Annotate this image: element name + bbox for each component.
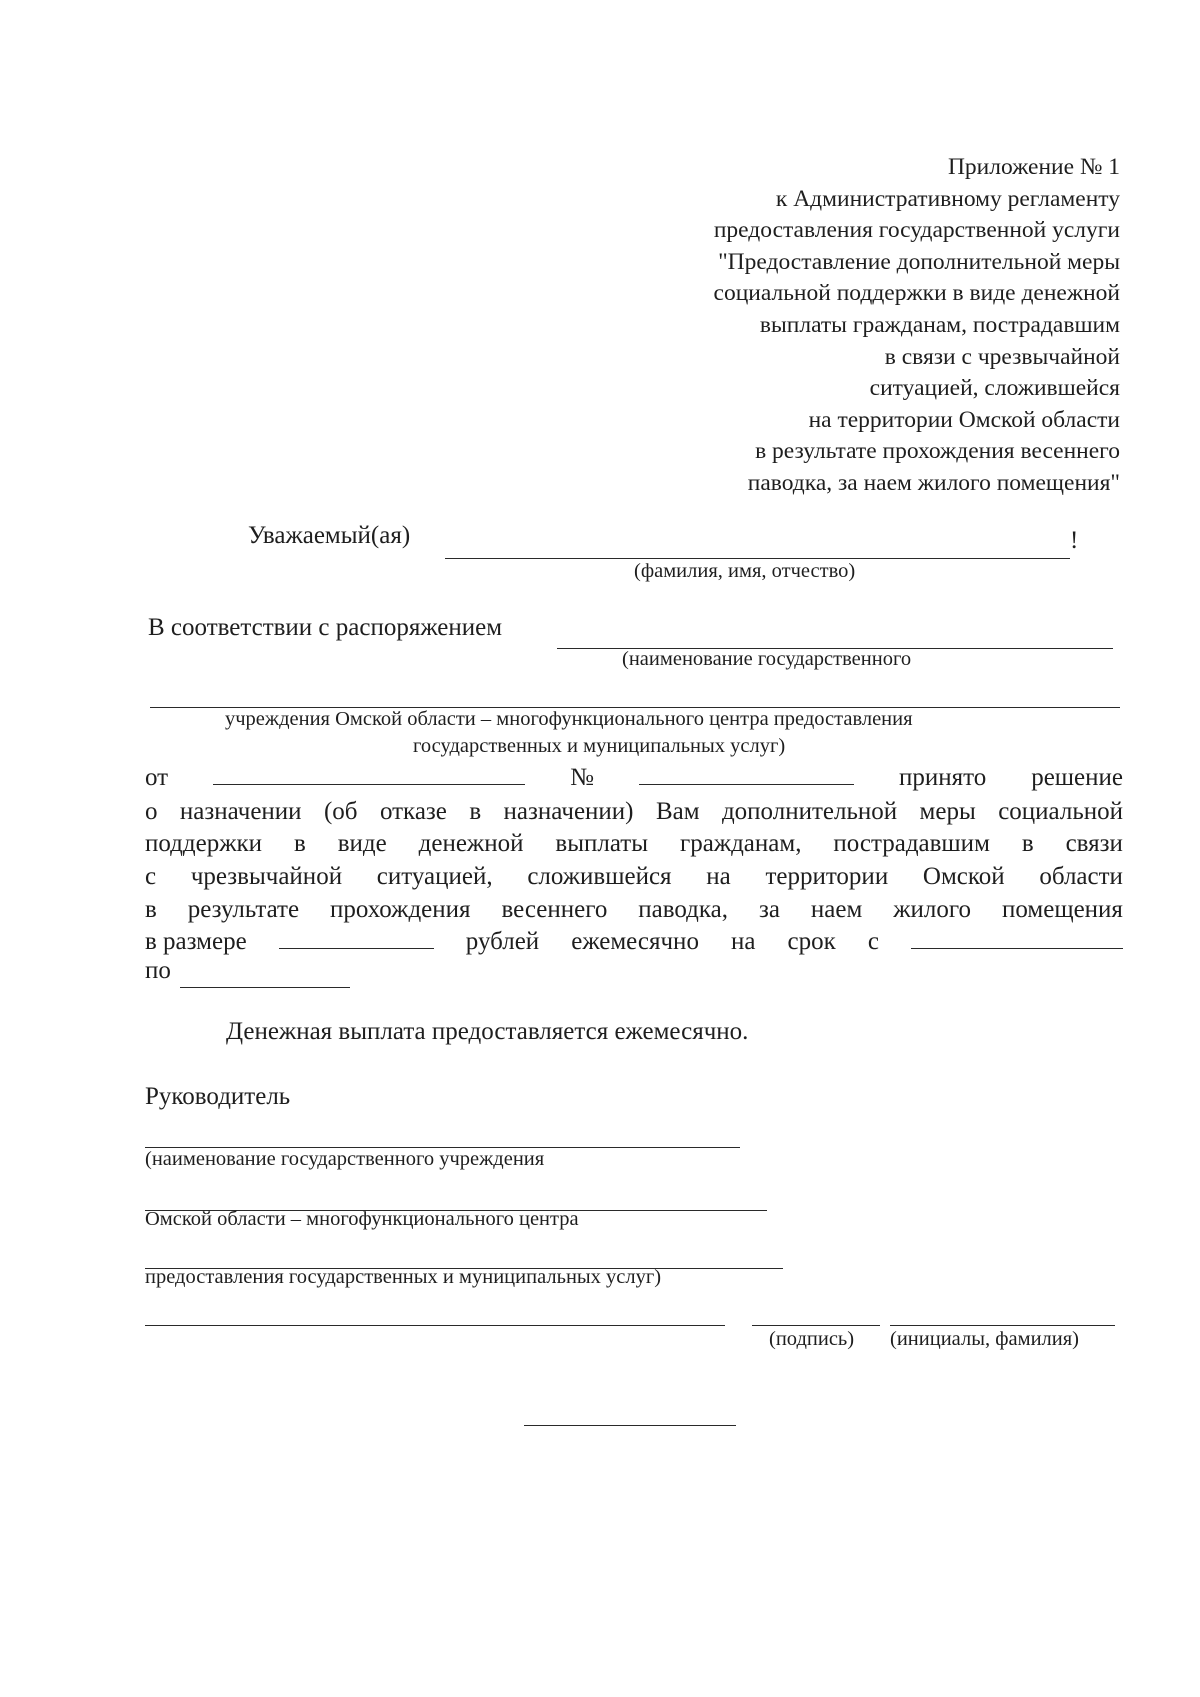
word: сложившейся xyxy=(527,863,672,890)
appendix-line: на территории Омской области xyxy=(808,406,1120,433)
signature-caption-2: Омской области – многофункционального центра xyxy=(145,1208,579,1230)
word: помещения xyxy=(1002,896,1123,923)
recipient-name-blank[interactable] xyxy=(445,558,1070,559)
word: в xyxy=(1021,830,1034,857)
signature-caption: (подпись) xyxy=(769,1328,855,1350)
appendix-line: к Административному регламенту xyxy=(775,185,1120,212)
word: чрезвычайной xyxy=(190,863,343,890)
word: за xyxy=(758,896,780,923)
word: с xyxy=(867,928,879,955)
institution-caption-1: (наименование государственного xyxy=(622,648,912,670)
word: назначении) xyxy=(503,798,634,825)
appendix-line: выплаты гражданам, пострадавшим xyxy=(759,311,1120,338)
word: дополнительной xyxy=(721,798,898,825)
word: гражданам, xyxy=(679,830,802,857)
number-sign: № xyxy=(570,764,594,791)
amount-blank[interactable] xyxy=(279,948,434,949)
decision-line-3 xyxy=(145,830,1123,861)
word: в xyxy=(469,798,482,825)
signature-head: Руководитель xyxy=(145,1083,291,1110)
greeting-label: Уважаемый(ая) xyxy=(248,522,411,549)
decision-word: решение xyxy=(1031,764,1123,791)
word: поддержки xyxy=(145,830,262,857)
word: связи xyxy=(1065,830,1123,857)
end-date-blank[interactable] xyxy=(180,987,350,988)
word: срок xyxy=(787,928,836,955)
word: результате xyxy=(187,896,300,923)
appendix-line: предоставления государственной услуги xyxy=(713,217,1120,244)
appendix-line: Приложение № 1 xyxy=(947,154,1120,180)
word: социальной xyxy=(998,798,1123,825)
word: рублей xyxy=(465,928,540,955)
closing-separator xyxy=(524,1425,736,1426)
from-word: от xyxy=(145,764,169,791)
word: пострадавшим xyxy=(833,830,990,857)
word: виде xyxy=(337,830,387,857)
decision-line-6 xyxy=(145,928,1123,959)
greeting-exclamation: ! xyxy=(1070,527,1079,554)
appendix-line: социальной поддержки в виде денежной xyxy=(713,280,1120,307)
decision-line-5 xyxy=(145,896,1123,927)
word: в xyxy=(293,830,306,857)
word: с xyxy=(145,863,157,890)
word: весеннего xyxy=(501,896,608,923)
word: денежной xyxy=(418,830,524,857)
decision-line-4 xyxy=(145,863,1123,894)
word: территории xyxy=(765,863,889,890)
appendix-line: в результате прохождения весеннего xyxy=(755,438,1120,465)
recipient-name-caption: (фамилия, имя, отчество) xyxy=(634,560,856,582)
word: ситуацией, xyxy=(376,863,493,890)
amount-prefix: в размере xyxy=(145,928,247,955)
word: прохождения xyxy=(330,896,471,923)
signature-blank[interactable] xyxy=(752,1325,880,1326)
word: в xyxy=(145,896,157,923)
decision-date-blank[interactable] xyxy=(213,784,525,785)
appendix-line: ситуацией, сложившейся xyxy=(869,375,1120,402)
appendix-line: "Предоставление дополнительной меры xyxy=(718,248,1120,275)
word: на xyxy=(706,863,731,890)
word: назначении xyxy=(179,798,302,825)
initials-caption: (инициалы, фамилия) xyxy=(890,1328,1079,1350)
appendix-line: паводка, за наем жилого помещения" xyxy=(747,469,1120,496)
word: на xyxy=(731,928,756,955)
appendix-header xyxy=(714,152,1120,500)
decision-line-2 xyxy=(145,798,1123,829)
word: ежемесячно xyxy=(571,928,699,955)
taken-word: принято xyxy=(898,764,987,791)
institution-sign-blank-4[interactable] xyxy=(145,1325,725,1326)
signature-caption-3: предоставления государственных и муниципальных услуг) xyxy=(145,1266,662,1288)
word: (об xyxy=(323,798,358,825)
decision-number-blank[interactable] xyxy=(639,784,854,785)
word: меры xyxy=(919,798,976,825)
signature-caption-1: (наименование государственного учреждения xyxy=(145,1148,545,1170)
word: жилого xyxy=(893,896,972,923)
monthly-note: Денежная выплата предоставляется ежемесячно. xyxy=(226,1018,749,1045)
word: отказе xyxy=(379,798,447,825)
word: выплаты xyxy=(555,830,649,857)
order-label: В соответствии с распоряжением xyxy=(148,614,503,641)
decision-line-1 xyxy=(145,764,1123,795)
word: о xyxy=(145,798,158,825)
until-word: по xyxy=(145,957,171,984)
word: Омской xyxy=(922,863,1005,890)
initials-blank[interactable] xyxy=(890,1325,1115,1326)
start-date-blank[interactable] xyxy=(911,948,1123,949)
institution-caption-2: учреждения Омской области – многофункционального центра предоставления xyxy=(225,708,913,730)
word: области xyxy=(1039,863,1123,890)
word: паводка, xyxy=(638,896,729,923)
institution-caption-3: государственных и муниципальных услуг) xyxy=(413,735,786,757)
appendix-line: в связи с чрезвычайной xyxy=(884,343,1120,370)
word: наем xyxy=(810,896,863,923)
word: Вам xyxy=(655,798,700,825)
